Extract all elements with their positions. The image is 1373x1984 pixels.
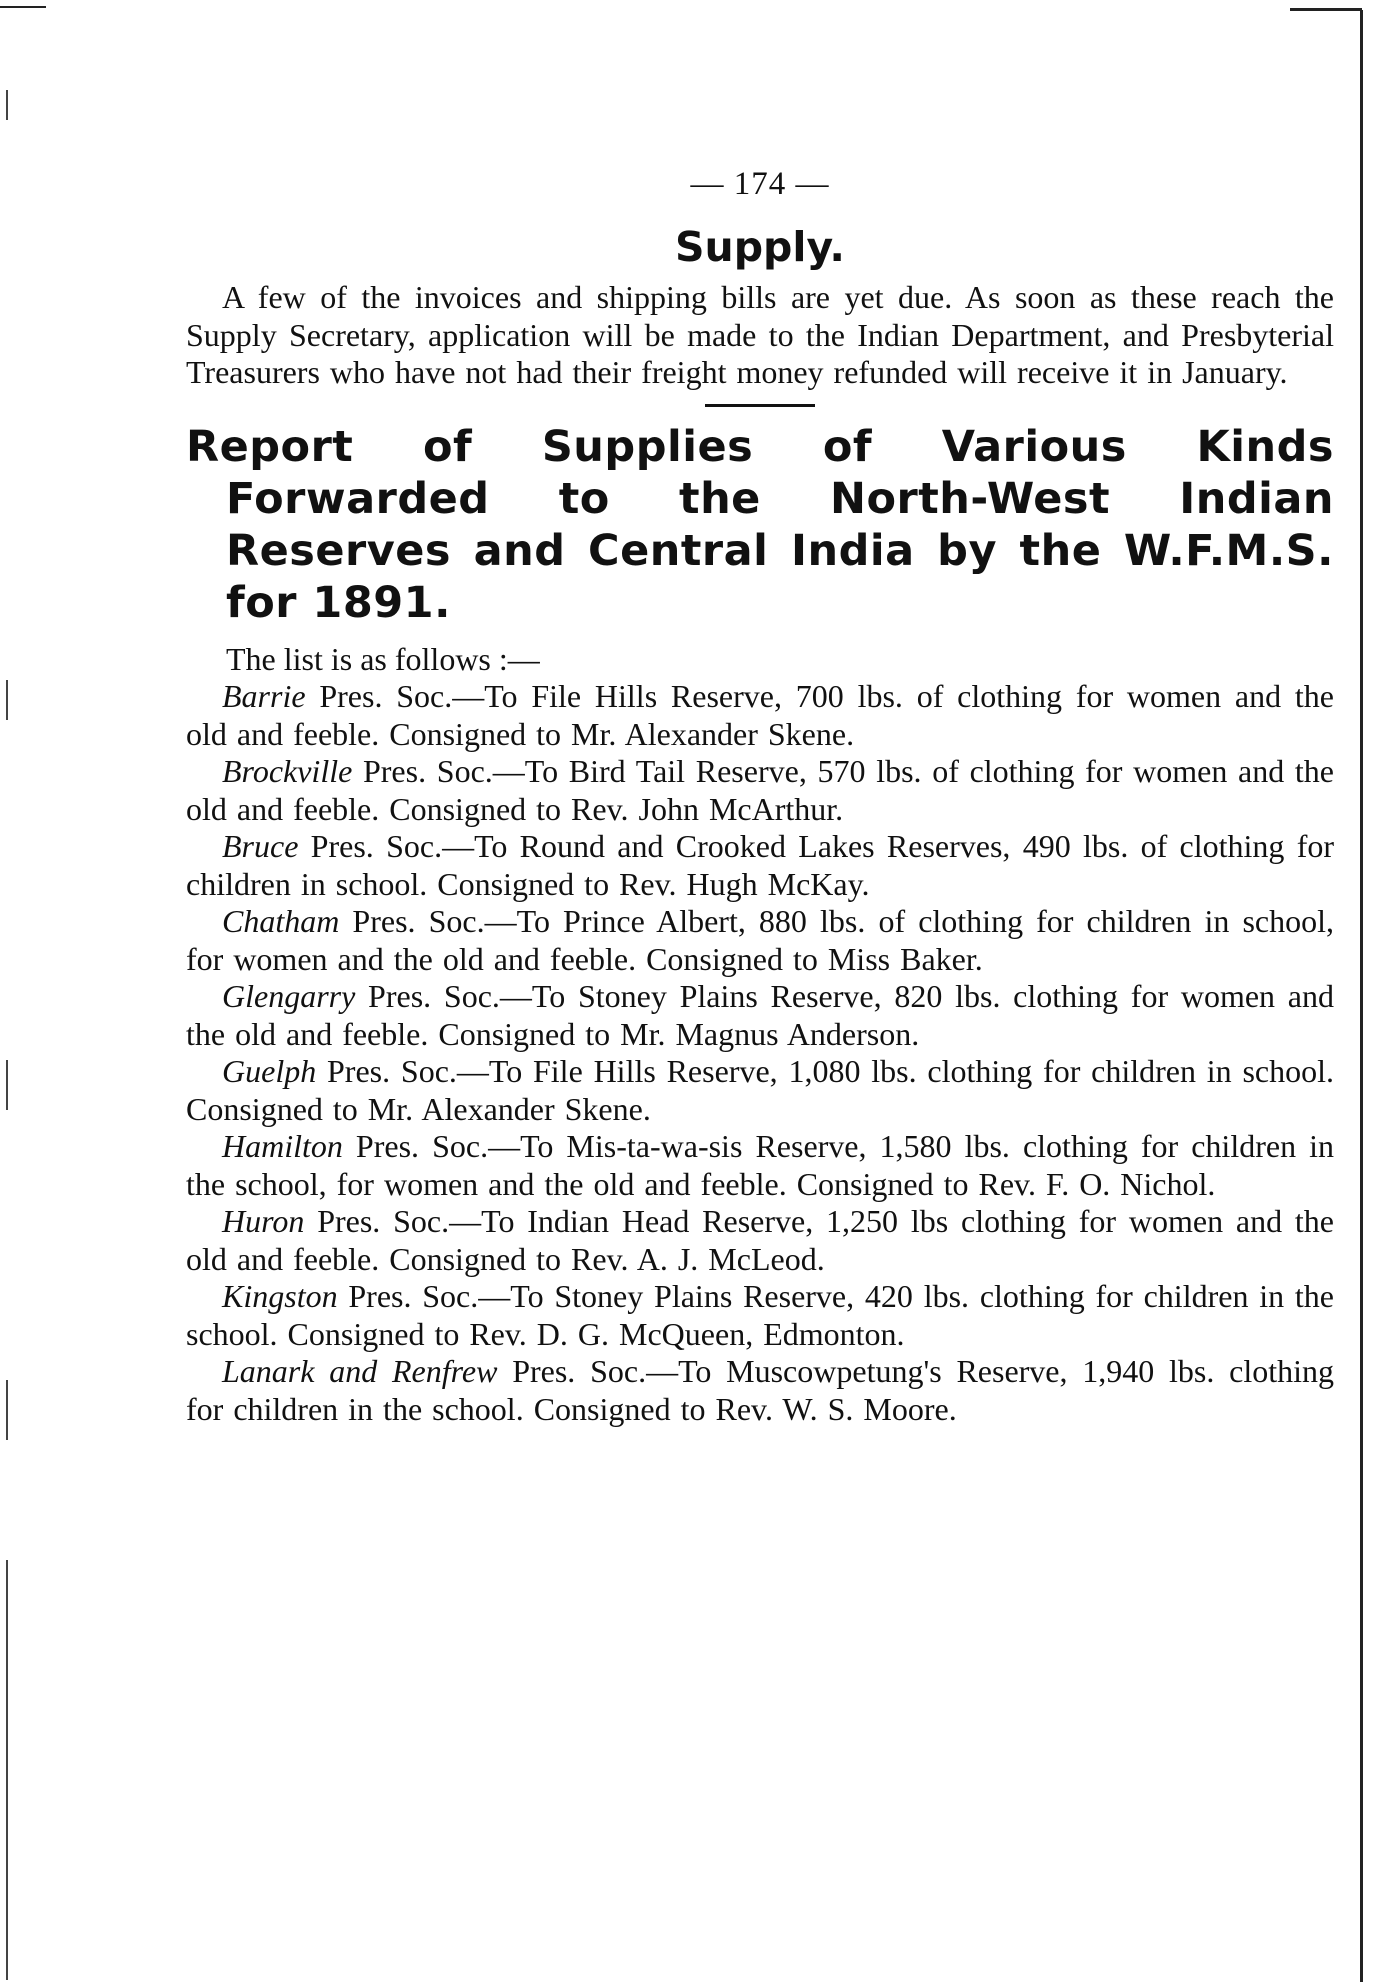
entry-text: Pres. Soc.—To Prince Albert, 880 lbs. of clothing for children in school, for women and the old and feeble. Consigned to Miss Baker. — [186, 903, 1334, 977]
society-name: Chatham — [222, 903, 340, 939]
report-intro: The list is as follows :— — [226, 640, 540, 677]
scan-edge-top-right — [1290, 8, 1362, 11]
list-item — [186, 828, 1334, 903]
society-name: Kingston — [222, 1278, 338, 1314]
list-item — [186, 753, 1334, 828]
scan-edge-left-mark — [6, 1060, 8, 1110]
list-item — [186, 1278, 1334, 1353]
society-name: Glengarry — [222, 978, 356, 1014]
entry-text: Pres. Soc.—To Indian Head Reserve, 1,250 lbs clothing for women and the old and feeble. Consigned to Rev. A. J. McLeod. — [186, 1203, 1334, 1277]
scan-edge-left-mark — [6, 1380, 8, 1440]
scan-edge-left-mark — [6, 1560, 8, 1980]
page-content — [186, 166, 1334, 1428]
list-item — [186, 903, 1334, 978]
society-name: Barrie — [222, 678, 306, 714]
entry-text: Pres. Soc.—To Bird Tail Reserve, 570 lbs. of clothing for women and the old and feeble. Consigned to Rev. John McArthur. — [186, 753, 1334, 827]
scan-edge-left-mark — [6, 90, 8, 120]
society-name: Lanark and Renfrew — [222, 1353, 498, 1389]
society-name: Guelph — [222, 1053, 317, 1089]
supply-paragraph: A few of the invoices and shipping bills are yet due. As soon as these reach the Supply Secretary, application will be made to the Indian Department, and Presbyterial Treasurers who have not had their freight money refunded will receive it in January. — [186, 279, 1334, 390]
supply-entries-list — [186, 678, 1334, 1428]
section-divider — [705, 404, 815, 407]
society-name: Brockville — [222, 753, 353, 789]
society-name: Hamilton — [222, 1128, 343, 1164]
list-item — [186, 978, 1334, 1053]
report-heading: Report of Supplies of Various Kinds Forwarded to the North-West Indian Reserves and Central India by the W.F.M.S. for 1891. — [186, 421, 1334, 628]
supply-heading: Supply. — [674, 223, 845, 271]
list-item — [186, 1053, 1334, 1128]
list-item — [186, 1128, 1334, 1203]
scan-edge-left-mark — [6, 680, 8, 720]
entry-text: Pres. Soc.—To Stoney Plains Reserve, 820 lbs. clothing for women and the old and feeble. Consigned to Mr. Magnus Anderson. — [186, 978, 1334, 1052]
list-item — [186, 1203, 1334, 1278]
scan-edge-top-left — [0, 6, 46, 8]
society-name: Huron — [222, 1203, 305, 1239]
entry-text: Pres. Soc.—To Mis-ta-wa-sis Reserve, 1,580 lbs. clothing for children in the school, for women and the old and feeble. Consigned to Rev. F. O. Nichol. — [186, 1128, 1334, 1202]
scan-edge-right — [1360, 10, 1363, 1982]
list-item — [186, 678, 1334, 753]
entry-text: Pres. Soc.—To File Hills Reserve, 1,080 lbs. clothing for children in school. Consigned to Mr. Alexander Skene. — [186, 1053, 1334, 1127]
entry-text: Pres. Soc.—To Round and Crooked Lakes Reserves, 490 lbs. of clothing for children in school. Consigned to Rev. Hugh McKay. — [186, 828, 1334, 902]
list-item — [186, 1353, 1334, 1428]
page-number: — 174 — — [690, 166, 830, 202]
society-name: Bruce — [222, 828, 299, 864]
entry-text: Pres. Soc.—To Muscowpetung's Reserve, 1,940 lbs. clothing for children in the school. Consigned to Rev. W. S. Moore. — [186, 1353, 1335, 1427]
entry-text: Pres. Soc.—To File Hills Reserve, 700 lbs. of clothing for women and the old and feeble. Consigned to Mr. Alexander Skene. — [186, 678, 1334, 752]
entry-text: Pres. Soc.—To Stoney Plains Reserve, 420 lbs. clothing for children in the school. Consigned to Rev. D. G. McQueen, Edmonton. — [186, 1278, 1334, 1352]
